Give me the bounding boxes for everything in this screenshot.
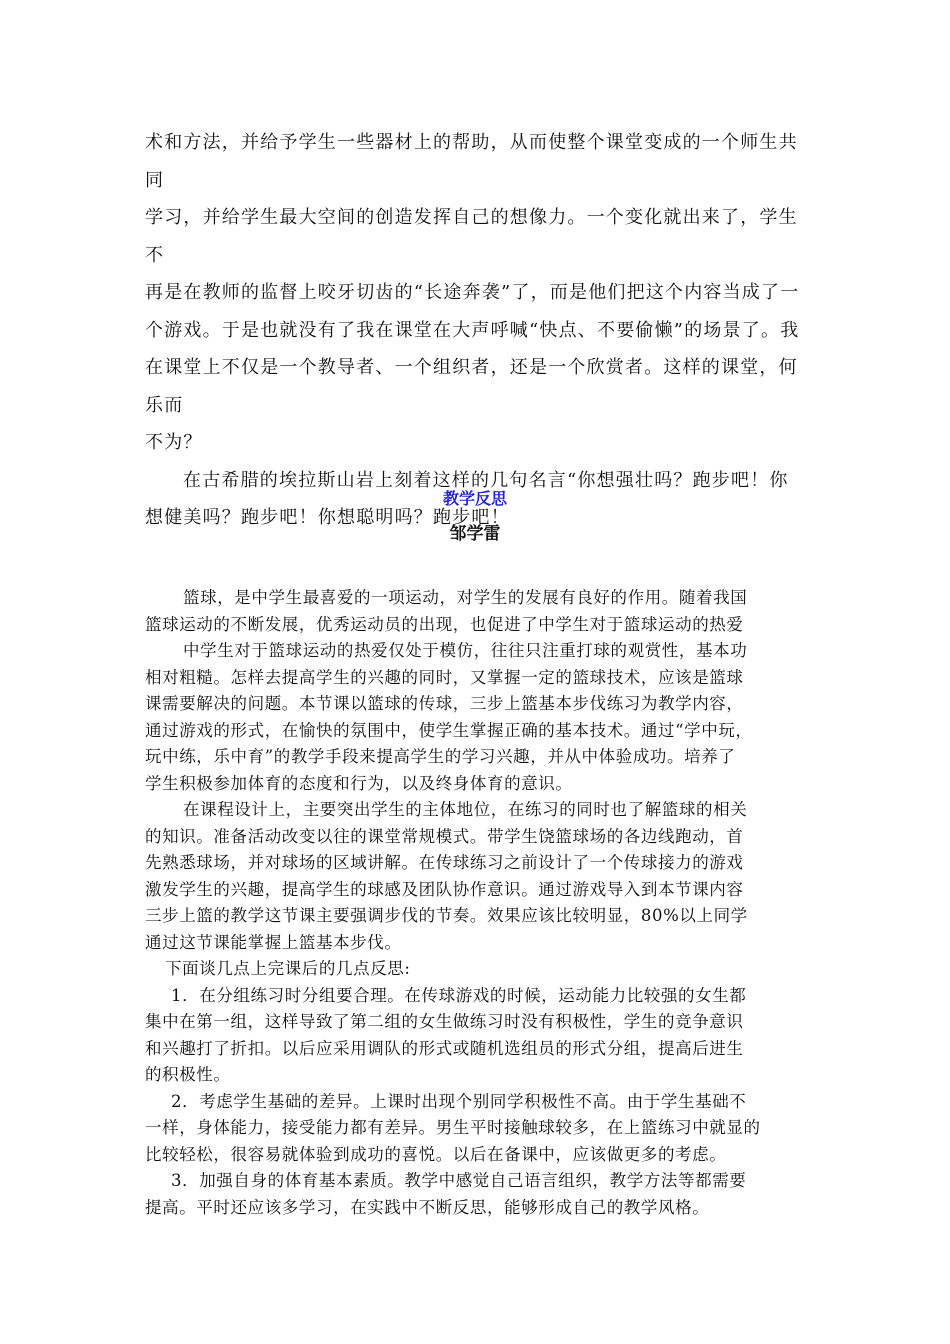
paragraph-line: 在课程设计上，主要突出学生的主体地位，在练习的同时也了解篮球的相关	[183, 800, 748, 819]
text-line: 学习，并给学生最大空间的创造发挥自己的想像力。一个变化就出来了，学生不	[145, 207, 798, 266]
paragraph-line: 学生积极参加体育的态度和行为，以及终身体育的意识。	[145, 773, 573, 793]
quote-line: 在古希腊的埃拉斯山岩上刻着这样的几句名言“你想强壮吗？跑步吧！你	[183, 469, 789, 491]
text-line: 不为？	[145, 432, 203, 453]
point-line: 2．考虑学生基础的差异。上课时出现个别同学积极性不高。由于学生基础不	[171, 1091, 747, 1111]
paragraph-line: 的知识。准备活动改变以往的课堂常规模式。带学生饶篮球场的各边线跑动，首	[145, 826, 744, 846]
top-section	[145, 124, 810, 537]
point-line: 一样，身体能力，接受能力都有差异。男生平时接触球较多，在上篮练习中就显的	[145, 1118, 761, 1137]
paragraph-line: 课需要解决的问题。本节课以篮球的传球，三步上篮基本步伐练习为教学内容，	[145, 694, 744, 713]
text-line: 在课堂上不仅是一个教导者、一个组织者，还是一个欣赏者。这样的课堂，何乐而	[145, 357, 798, 416]
quote-line: 想健美吗？跑步吧！你想聪明吗？跑步吧！	[145, 507, 510, 528]
point-line: 3．加强自身的体育基本素质。教学中感觉自己语言组织，教学方法等都需要	[171, 1171, 747, 1190]
article-body	[145, 585, 810, 1221]
text-line: 个游戏。于是也就没有了我在课堂在大声呼喊“快点、不要偷懒”的场景了。我	[145, 319, 800, 341]
paragraph-line: 先熟悉球场，并对球场的区域讲解。在传球练习之前设计了一个传球接力的游戏	[145, 853, 744, 872]
text-line: 术和方法，并给予学生一些器材上的帮助，从而使整个课堂变成的一个师生共同	[145, 132, 798, 191]
paragraph-line: 中学生对于篮球运动的热爱仅处于模仿，往往只注重打球的观赏性，基本功	[183, 641, 748, 660]
article-title: 教学反思	[442, 489, 507, 508]
article-author: 邹学雷	[449, 524, 501, 544]
paragraph-line: 相对粗糙。怎样去提高学生的兴趣的同时，又掌握一定的篮球技术，应该是篮球	[145, 667, 744, 687]
reflection-intro: 下面谈几点上完课后的几点反思:	[165, 959, 411, 978]
point-line: 和兴趣打了折扣。以后应采用调队的形式或随机选组员的形式分组，提高后进生	[145, 1038, 744, 1058]
paragraph-line: 激发学生的兴趣，提高学生的球感及团队协作意识。通过游戏导入到本节课内容	[145, 879, 744, 899]
paragraph-line: 三步上篮的教学这节课主要强调步伐的节奏。效果应该比较明显，80%以上同学	[145, 906, 748, 925]
point-line: 比较轻松，很容易就体验到成功的喜悦。以后在备课中，应该做更多的考虑。	[145, 1144, 727, 1164]
point-line: 提高。平时还应该多学习，在实践中不断反思，能够形成自己的教学风格。	[145, 1197, 710, 1217]
paragraph-line: 篮球，是中学生最喜爱的一项运动，对学生的发展有良好的作用。随着我国	[183, 588, 748, 607]
point-line: 的积极性。	[145, 1065, 231, 1084]
paragraph-line: 篮球运动的不断发展，优秀运动员的出现，也促进了中学生对于篮球运动的热爱	[145, 614, 744, 634]
paragraph-line: 通过游戏的形式，在愉快的氛围中，使学生掌握正确的基本技术。通过“学中玩，	[145, 720, 753, 740]
paragraph-line: 玩中练，乐中育”的教学手段来提高学生的学习兴趣，并从中体验成功。培养了	[145, 747, 736, 766]
text-line: 再是在教师的监督上咬牙切齿的“长途奔袭”了，而是他们把这个内容当成了一	[145, 282, 800, 303]
point-line: 集中在第一组，这样导致了第二组的女生做练习时没有积极性，学生的竞争意识	[145, 1012, 744, 1031]
paragraph-line: 通过这节课能掌握上篮基本步伐。	[145, 932, 402, 952]
point-line: 1．在分组练习时分组要合理。在传球游戏的时候，运动能力比较强的女生都	[171, 985, 747, 1005]
